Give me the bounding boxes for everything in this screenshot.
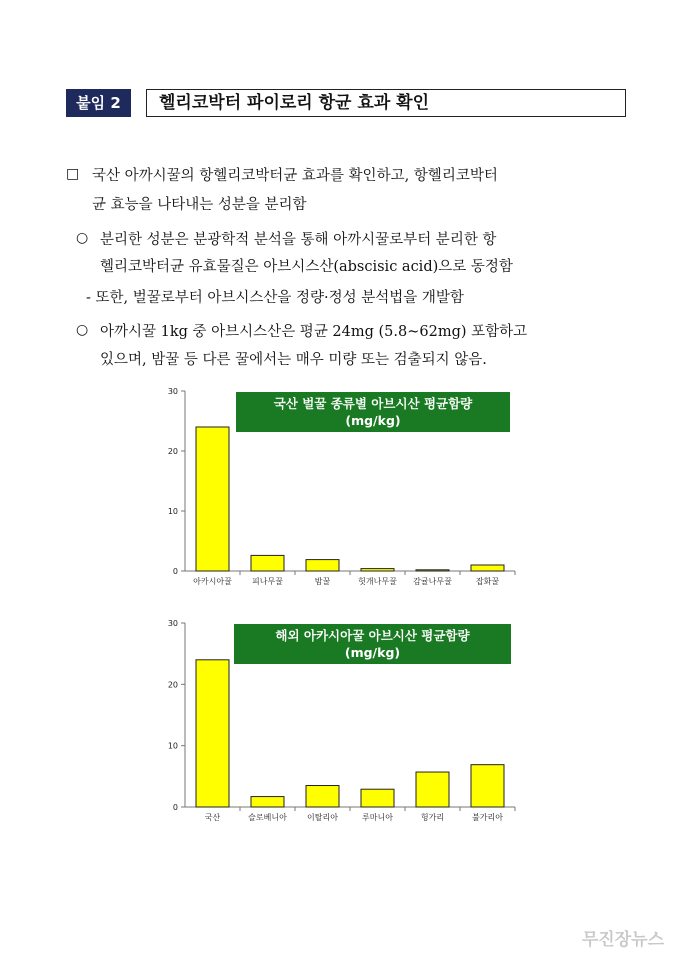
bar	[196, 660, 229, 807]
circle-bullet: ○	[76, 230, 89, 246]
y-tick-label: 30	[167, 619, 178, 628]
y-tick-label: 0	[172, 803, 178, 812]
paragraph-2-line-1: 분리한 성분은 분광학적 분석을 통해 아까시꿀로부터 분리한 항	[100, 232, 497, 248]
paragraph-1-line-1: 국산 아까시꿀의 항헬리코박터균 효과를 확인하고, 항헬리코박터	[92, 168, 498, 184]
x-tick-label: 잡화꿀	[475, 577, 500, 586]
x-tick-label: 피나무꿀	[252, 577, 283, 586]
bar	[471, 765, 504, 807]
x-tick-label: 슬로베니아	[248, 813, 287, 822]
x-tick-label: 아카시아꿀	[193, 577, 232, 586]
x-tick-label: 루마니아	[362, 813, 393, 822]
bar	[471, 565, 504, 571]
y-tick-label: 20	[167, 447, 178, 456]
bar	[361, 789, 394, 807]
bar	[251, 555, 284, 571]
watermark-logo: 무진장뉴스	[581, 930, 664, 950]
x-tick-label: 불가리아	[472, 813, 503, 822]
paragraph-1-line-2: 균 효능을 나타내는 성분을 분리함	[92, 197, 307, 213]
chart-title: 해외 아카시아꿀 아브시산 평균함량	[275, 628, 470, 643]
bar	[361, 569, 394, 571]
y-tick-label: 30	[167, 387, 178, 396]
bar	[306, 786, 339, 807]
x-tick-label: 감귤나무꿀	[413, 577, 452, 586]
paragraph-3: - 또한, 벌꿀로부터 아브시스산을 정량·정성 분석법을 개발함	[86, 290, 464, 306]
bar	[251, 797, 284, 807]
x-tick-label: 밤꿀	[314, 577, 331, 586]
paragraph-4-line-1: 아까시꿀 1kg 중 아브시스산은 평균 24mg (5.8~62mg) 포함하고	[100, 324, 528, 340]
foreign-chart-title-banner	[234, 624, 511, 664]
y-tick-label: 10	[167, 507, 178, 516]
paragraph-2-line-2: 헬리코박터균 유효물질은 아브시스산(abscisic acid)으로 동정함	[100, 259, 513, 275]
bar	[416, 570, 449, 571]
page-title: 헬리코박터 파이로리 항균 효과 확인	[146, 89, 626, 117]
paragraph-4-line-2: 있으며, 밤꿀 등 다른 꿀에서는 매우 미량 또는 검출되지 않음.	[100, 352, 487, 368]
x-tick-label: 국산	[204, 813, 221, 822]
y-tick-label: 10	[167, 741, 178, 751]
chart-unit: (mg/kg)	[344, 645, 401, 660]
x-tick-label: 헛개나무꿀	[358, 577, 397, 586]
attachment-tag: 붙임 2	[66, 89, 131, 117]
circle-bullet: ○	[76, 322, 89, 338]
bar	[306, 560, 339, 571]
domestic-chart-title-banner	[236, 392, 510, 432]
y-tick-label: 0	[172, 567, 178, 576]
chart-title: 국산 벌꿀 종류별 아브시산 평균함량	[273, 396, 473, 411]
x-tick-label: 헝가리	[420, 813, 445, 822]
square-bullet: □	[66, 166, 80, 182]
bar	[416, 772, 449, 807]
y-tick-label: 20	[167, 680, 178, 690]
bar	[196, 427, 229, 571]
x-tick-label: 이탈리아	[307, 813, 338, 822]
chart-unit: (mg/kg)	[345, 413, 401, 428]
